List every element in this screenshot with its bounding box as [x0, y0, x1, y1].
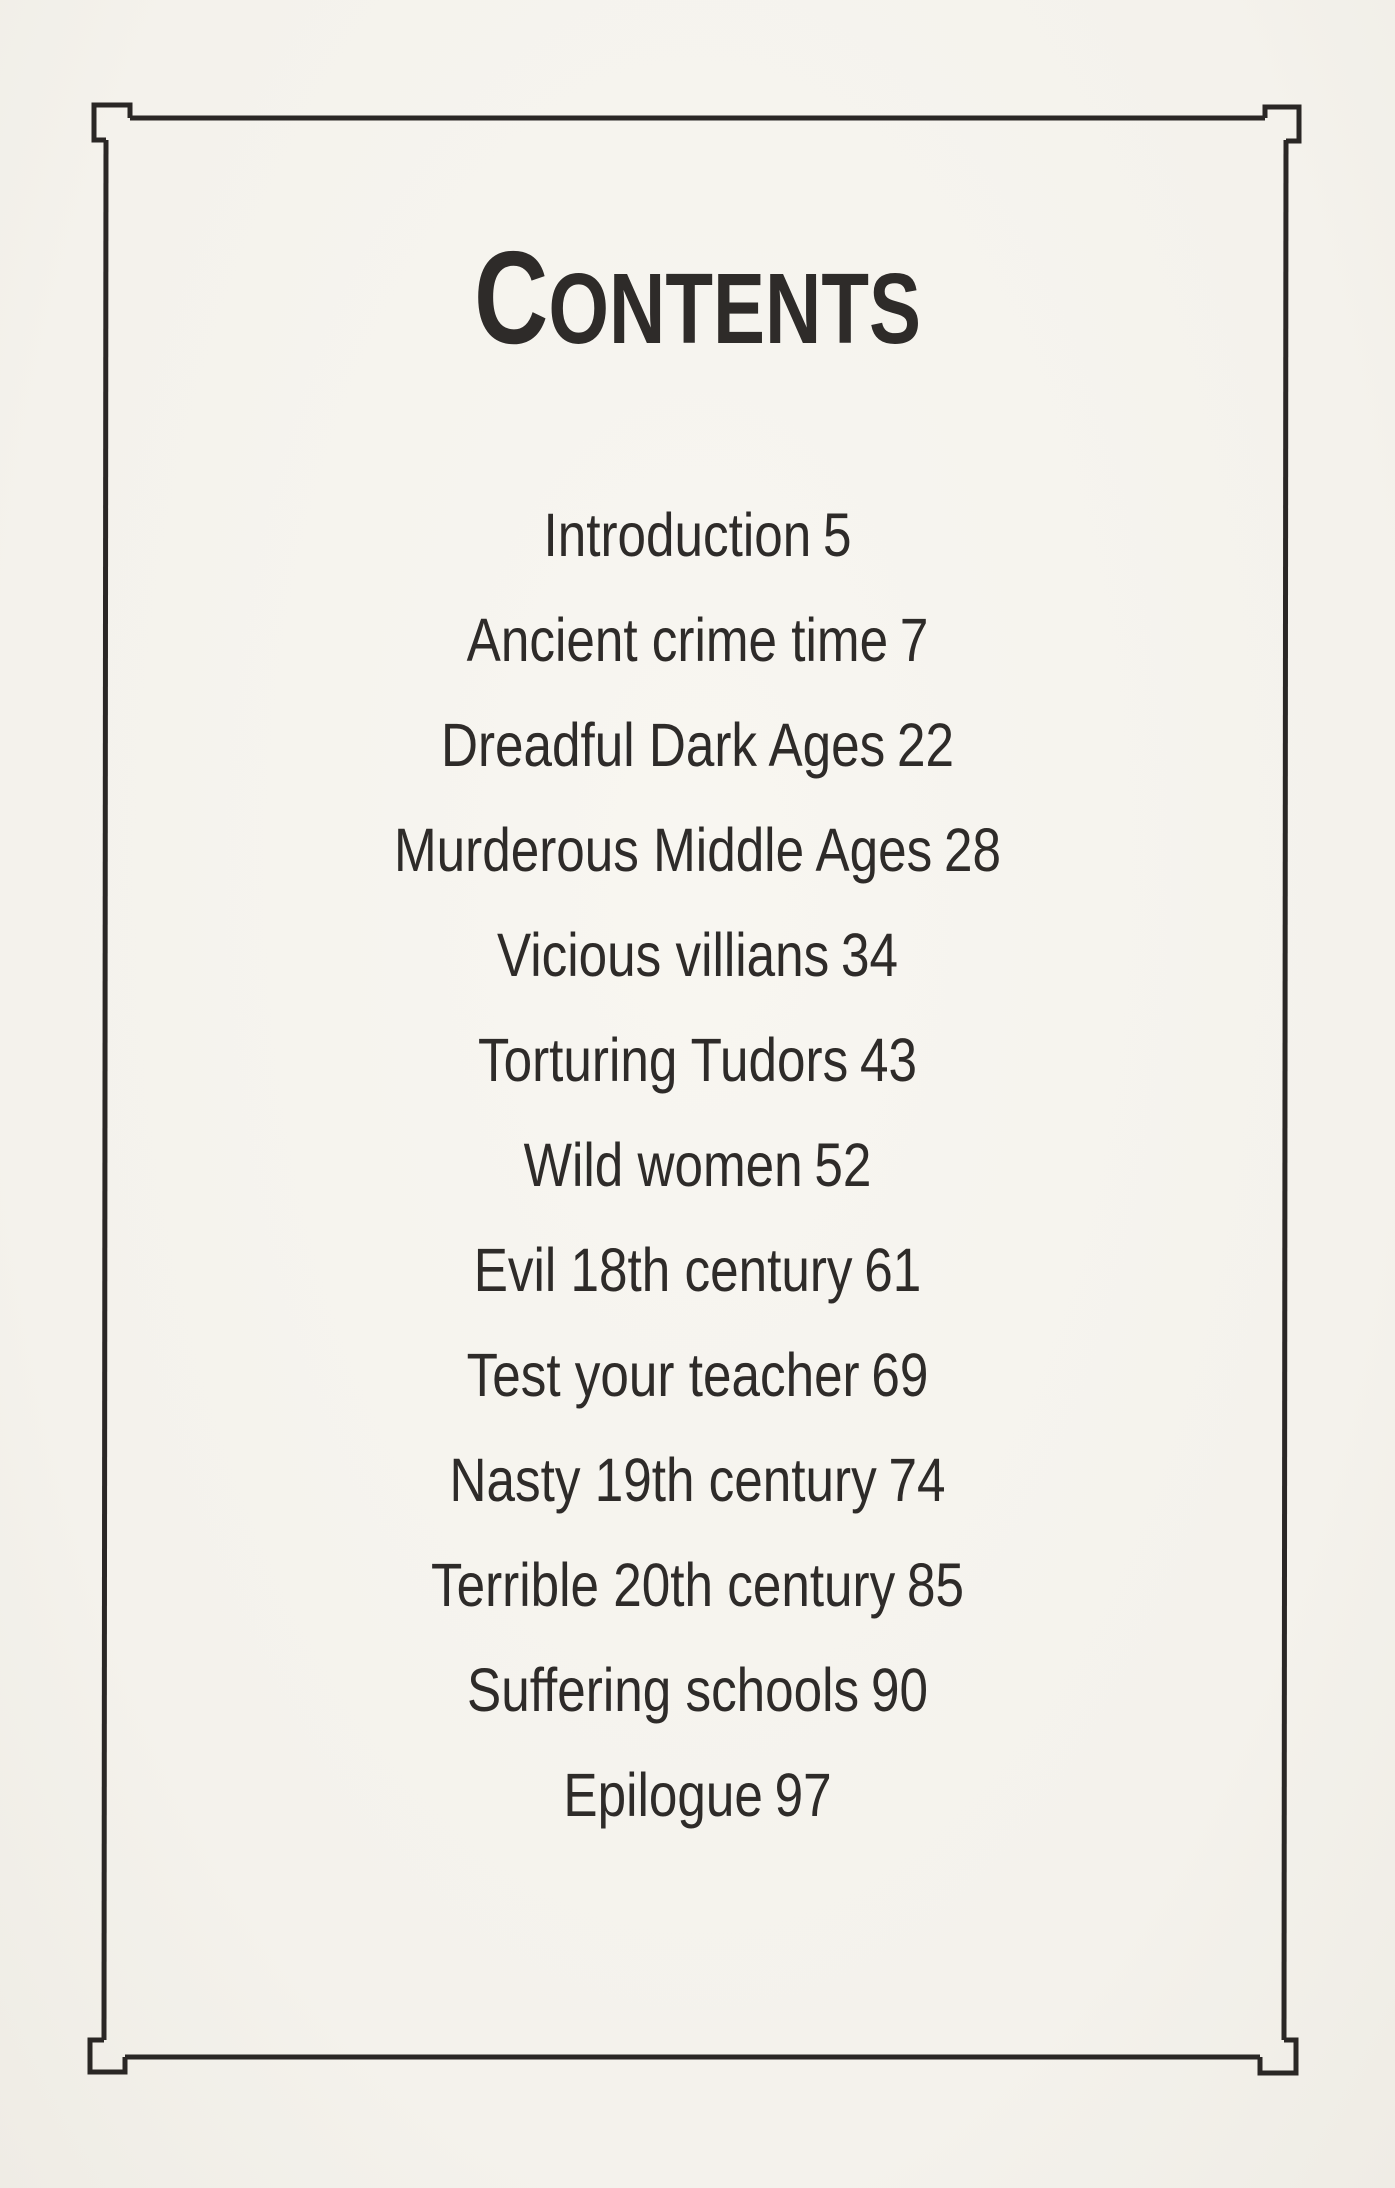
toc-entry-title: Vicious villians [496, 921, 830, 989]
toc-entry-title: Torturing Tudors [477, 1026, 849, 1094]
toc-entry [112, 913, 1284, 1018]
toc-entry-title: Introduction [543, 501, 812, 569]
toc-entry [112, 493, 1284, 598]
toc-entry [112, 703, 1284, 808]
toc-entry-title: Murderous Middle Ages [393, 816, 933, 884]
table-of-contents [0, 493, 1395, 1858]
toc-entry-page: 28 [944, 816, 1002, 884]
toc-entry [112, 808, 1284, 913]
toc-entry-title: Wild women [523, 1131, 803, 1199]
toc-entry-page: 90 [870, 1656, 928, 1724]
toc-entry-page: 34 [841, 921, 899, 989]
toc-entry-page: 5 [823, 501, 852, 569]
toc-entry [112, 1753, 1284, 1858]
toc-entry [112, 1543, 1284, 1648]
toc-entry-page: 22 [897, 711, 955, 779]
title-small-caps: ONTENTS [548, 253, 922, 365]
toc-entry [112, 598, 1284, 703]
page-title [153, 224, 1241, 371]
toc-entry-title: Ancient crime time [466, 606, 889, 674]
toc-entry-title: Terrible 20th century [430, 1551, 896, 1619]
toc-entry-page: 69 [871, 1341, 929, 1409]
toc-entry [112, 1438, 1284, 1543]
toc-entry-title: Evil 18th century [473, 1236, 853, 1304]
toc-entry [112, 1648, 1284, 1753]
toc-entry-page: 97 [774, 1761, 832, 1829]
toc-entry-title: Suffering schools [467, 1656, 860, 1724]
toc-entry-title: Test your teacher [466, 1341, 860, 1409]
toc-entry [112, 1018, 1284, 1123]
toc-entry-page: 43 [860, 1026, 918, 1094]
toc-entry-page: 61 [864, 1236, 922, 1304]
toc-entry [112, 1123, 1284, 1228]
title-initial-letter: C [473, 224, 549, 371]
toc-entry-title: Dreadful Dark Ages [440, 711, 886, 779]
toc-entry-page: 74 [888, 1446, 946, 1514]
toc-entry-page: 7 [899, 606, 929, 674]
toc-entry [112, 1333, 1284, 1438]
toc-entry-title: Epilogue [563, 1761, 763, 1829]
toc-entry-page: 52 [814, 1131, 872, 1199]
toc-entry-page: 85 [907, 1551, 965, 1619]
toc-entry-title: Nasty 19th century [449, 1446, 877, 1514]
toc-entry [112, 1228, 1284, 1333]
